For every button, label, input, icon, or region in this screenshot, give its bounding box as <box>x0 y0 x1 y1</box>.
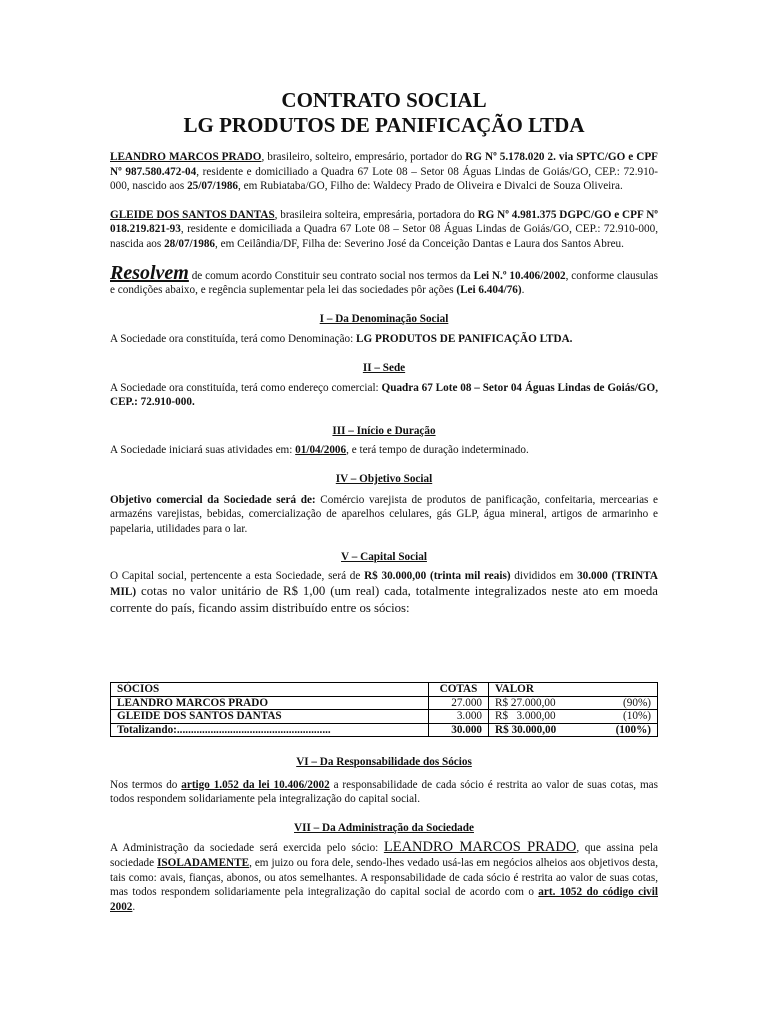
partner2-documents: RG Nº 4.981.375 DGPC/GO e CPF Nº 018.219.821-93 <box>110 208 658 236</box>
company-name: LG PRODUTOS DE PANIFICAÇÃO LTDA. <box>356 333 573 346</box>
contract-page <box>110 88 658 617</box>
section-1-text: A Sociedade ora constituída, terá como Denominação: LG PRODUTOS DE PANIFICAÇÃO LTDA. <box>110 333 573 346</box>
administrator-name: LEANDRO MARCOS PRADO <box>383 839 577 856</box>
civil-code-reference: art. 1052 do código civil 2002 <box>110 886 658 913</box>
row-socio: GLEIDE DOS SANTOS DANTAS <box>111 710 429 724</box>
section-4-text: Objetivo comercial da Sociedade será de: Comércio varejista de produtos de panificação, confeitaria, mercearias e armazéns varejistas, bebidas, comercialização de aparelhos celulares, gás GLP, água mineral, artigos de armarinho e papelaria, utilidades para o lar. <box>110 493 658 535</box>
start-date: 01/04/2006 <box>295 444 347 457</box>
resolvem-paragraph: Resolvem de comum acordo Constituir seu contrato social nos termos da Lei N.º 10.406/2002, conforme clausulas e condições abaixo, e regência suplementar pela lei das sociedades pôr ações (Lei 6.404/76). <box>110 261 658 297</box>
header-cotas: COTAS <box>429 683 489 697</box>
partner1-documents: RG Nº 5.178.020 2. via SPTC/GO e CPF Nº 987.580.472-04 <box>110 151 659 178</box>
company-address: Quadra 67 Lote 08 – Setor 04 Águas Lindas de Goiás/GO, CEP.: 72.910-000. <box>110 381 659 409</box>
section-3-text: A Sociedade iniciará suas atividades em: 01/04/2006, e terá tempo de duração indeterminado. <box>110 444 529 457</box>
row-pct: (10%) <box>591 710 658 724</box>
row-socio: LEANDRO MARCOS PRADO <box>111 696 429 710</box>
partner2-name: GLEIDE DOS SANTOS DANTAS <box>110 208 275 221</box>
resolvem-word: Resolvem <box>110 261 189 284</box>
objective-lead: Objetivo comercial da Sociedade será de: <box>110 493 316 506</box>
capital-amount: R$ 30.000,00 (trinta mil reais) <box>364 569 511 582</box>
table-header-row <box>111 683 658 697</box>
title-line-2: LG PRODUTOS DE PANIFICAÇÃO LTDA <box>183 113 585 137</box>
section-5-text: O Capital social, pertencente a esta Sociedade, será de R$ 30.000,00 (trinta mil reais) divididos em 30.000 (TRINTA MIL) cotas no valor unitário de R$ 1,00 (um real) cada, totalmente integralizados neste ato em moeda corrente do país, ficando assim distribuído entre os sócios: <box>110 569 658 616</box>
section-3-heading: III – Início e Duração <box>332 424 436 437</box>
total-valor: R$ 30.000,00 <box>489 723 591 737</box>
row-valor: R$ 27.000,00 <box>489 696 591 710</box>
partner1-birthdate: 25/07/1986 <box>187 180 239 193</box>
contract-page-lower <box>110 755 658 914</box>
section-2-heading: II – Sede <box>362 361 406 374</box>
section-4-heading: IV – Objetivo Social <box>335 472 433 485</box>
total-cotas: 30.000 <box>429 723 489 737</box>
section-6-text: Nos termos do artigo 1.052 da lei 10.406/2002 a responsabilidade de cada sócio é restrita ao valor de suas cotas, mas todos respondem solidariamente pela integralização do capital social. <box>110 778 658 806</box>
law-reference-2: (Lei 6.404/76) <box>456 284 522 297</box>
table-row <box>111 710 658 724</box>
total-label: Totalizando:....................................................... <box>111 723 429 737</box>
isoladamente: ISOLADAMENTE <box>157 856 250 869</box>
section-7-heading: VII – Da Administração da Sociedade <box>294 821 474 834</box>
row-cotas: 27.000 <box>429 696 489 710</box>
header-valor: VALOR <box>489 683 658 697</box>
partner1-paragraph: LEANDRO MARCOS PRADO, brasileiro, solteiro, empresário, portador do RG Nº 5.178.020 2. via SPTC/GO e CPF Nº 987.580.472-04, residente e domiciliado a Quadra 67 Lote 08 – Setor 08 Águas Lindas de Goiás/GO, CEP.: 72.910-000, nascido aos 25/07/1986, em Rubiataba/GO, Filho de: Waldecy Prado de Oliveira e Divalci de Souza Oliveira. <box>110 151 659 193</box>
section-1-heading: I – Da Denominação Social <box>319 312 449 325</box>
section-2-text: A Sociedade ora constituída, terá como endereço comercial: Quadra 67 Lote 08 – Setor 04 Águas Lindas de Goiás/GO, CEP.: 72.910-000. <box>110 381 659 409</box>
section-7-text: A Administração da sociedade será exercida pelo sócio: LEANDRO MARCOS PRADO, que assina pela sociedade ISOLADAMENTE, em juizo ou fora dele, sendo-lhes vedado usá-las em negócios alheios aos objetivos desta, tais como: avais, fianças, abonos, ou atos semelhantes. A responsabilidade de cada sócio é restrita ao valor de suas cotas, mas todos respondem solidariamente pela integralização do capital social de acordo com o art. 1052 do código civil 2002. <box>110 839 658 913</box>
law-reference: Lei N.º 10.406/2002 <box>473 269 566 282</box>
table-row <box>111 696 658 710</box>
partner2-birthdate: 28/07/1986 <box>164 237 216 250</box>
partner1-name: LEANDRO MARCOS PRADO <box>110 151 262 163</box>
section-6-heading: VI – Da Responsabilidade dos Sócios <box>296 756 472 768</box>
row-pct: (90%) <box>591 696 658 710</box>
header-socios: SÓCIOS <box>111 683 429 697</box>
table-total-row <box>111 723 658 737</box>
quota-count: 30.000 (TRINTA MIL) <box>110 569 658 599</box>
total-pct: (100%) <box>591 723 658 737</box>
row-valor: R$ 3.000,00 <box>489 710 591 724</box>
title-line-1: CONTRATO SOCIAL <box>281 88 487 112</box>
partners-table <box>110 682 658 737</box>
section-5-heading: V – Capital Social <box>341 551 427 564</box>
row-cotas: 3.000 <box>429 710 489 724</box>
article-reference: artigo 1.052 da lei 10.406/2002 <box>181 778 330 791</box>
partner2-paragraph: GLEIDE DOS SANTOS DANTAS, brasileira solteira, empresária, portadora do RG Nº 4.981.375 DGPC/GO e CPF Nº 018.219.821-93, residente e domiciliada a Quadra 67 Lote 08 – Setor 08 Águas Lindas de Goiás/GO, CEP.: 72.910-000, nascida aos 28/07/1986, em Ceilândia/DF, Filha de: Severino José da Conceição Dantas e Laura dos Santos Abreu. <box>110 208 658 250</box>
